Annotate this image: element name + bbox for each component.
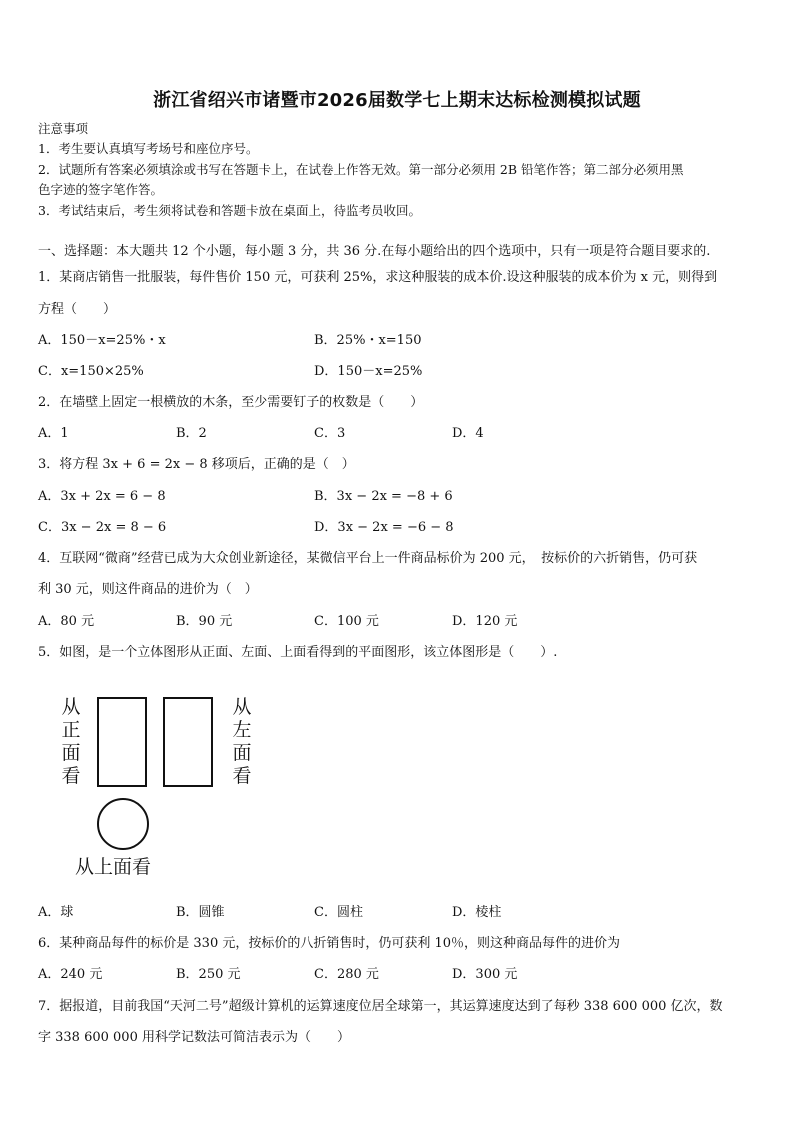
q4-option-b: B．90 元 [176,614,233,629]
q6-option-a: A．240 元 [38,967,103,982]
q1-option-a: A．150－x=25%・x [38,333,166,348]
q6-option-d: D．300 元 [452,967,518,982]
q3-option-c: C．3x − 2x = 8 − 6 [38,520,167,535]
question-4-stem-cont: 利 30 元，则这件商品的进价为（ ） [38,582,258,597]
notes-heading: 注意事项 [38,121,89,136]
top-view-circle [97,798,149,850]
notes-item: 2．试题所有答案必须填涂或书写在答题卡上，在试卷上作答无效。第一部分必须用 2B 铅笔作答；第二部分必须用黑 [38,162,684,177]
notes-item: 色字迹的签字笔作答。 [38,182,164,197]
q6-option-b: B．250 元 [176,967,241,982]
question-2-stem: 2．在墙壁上固定一根横放的木条，至少需要钉子的枚数是（ ） [38,395,424,410]
page-title: 浙江省绍兴市诸暨市2026届数学七上期末达标检测模拟试题 [153,90,641,111]
question-6-stem: 6．某种商品每件的标价是 330 元，按标价的八折销售时，仍可获利 10％，则这种商品每件的进价为 [38,936,621,951]
q1-option-c: C．x=150×25% [38,364,144,379]
notes-item: 1．考生要认真填写考场号和座位序号。 [38,141,259,156]
q5-option-c: C．圆柱 [314,905,363,920]
q5-option-d: D．棱柱 [452,905,502,920]
question-7-stem-cont: 字 338 600 000 用科学记数法可简洁表示为（ ） [38,1030,350,1045]
front-view-rectangle [97,697,147,787]
q1-option-b: B．25%・x=150 [314,333,422,348]
question-5-stem: 5．如图，是一个立体图形从正面、左面、上面看得到的平面图形，该立体图形是（ ）. [38,645,558,660]
q2-option-a: A．1 [38,426,69,441]
question-7-stem: 7．据报道，目前我国“天河二号”超级计算机的运算速度位居全球第一，其运算速度达到了每秒 338 600 000 亿次，数 [38,999,723,1014]
q4-option-a: A．80 元 [38,614,95,629]
notes-item: 3．考试结束后，考生须将试卷和答题卡放在桌面上，待监考员收回。 [38,203,421,218]
q5-option-a: A．球 [38,905,74,920]
question-4-stem: 4．互联网“微商”经营已成为大众创业新途径，某微信平台上一件商品标价为 200 元， 按标价的六折销售，仍可获 [38,551,698,566]
q5-option-b: B．圆锥 [176,905,225,920]
front-view-label: 从正面看 [61,696,81,787]
q3-option-b: B．3x − 2x = −8 + 6 [314,489,453,504]
left-view-label: 从左面看 [232,696,252,787]
q2-option-b: B．2 [176,426,207,441]
q3-option-a: A．3x + 2x = 6 − 8 [38,489,166,504]
q4-option-d: D．120 元 [452,614,518,629]
q3-option-d: D．3x − 2x = −6 − 8 [314,520,454,535]
left-view-rectangle [163,697,213,787]
question-3-stem: 3．将方程 3x + 6 = 2x − 8 移项后，正确的是（ ） [38,457,355,472]
q2-option-c: C．3 [314,426,346,441]
question-1-stem: 1．某商店销售一批服装，每件售价 150 元，可获利 25%，求这种服装的成本价.设这种服装的成本价为 x 元，则得到 [38,270,718,285]
q6-option-c: C．280 元 [314,967,379,982]
section-heading: 一、选择题：本大题共 12 个小题，每小题 3 分，共 36 分.在每小题给出的四个选项中，只有一项是符合题目要求的. [38,244,711,259]
q2-option-d: D．4 [452,426,484,441]
q4-option-c: C．100 元 [314,614,379,629]
question-1-stem-cont: 方程（ ） [38,302,117,317]
top-view-label: 从上面看 [75,856,152,878]
three-view-figure [55,690,275,880]
q1-option-d: D．150－x=25% [314,364,423,379]
